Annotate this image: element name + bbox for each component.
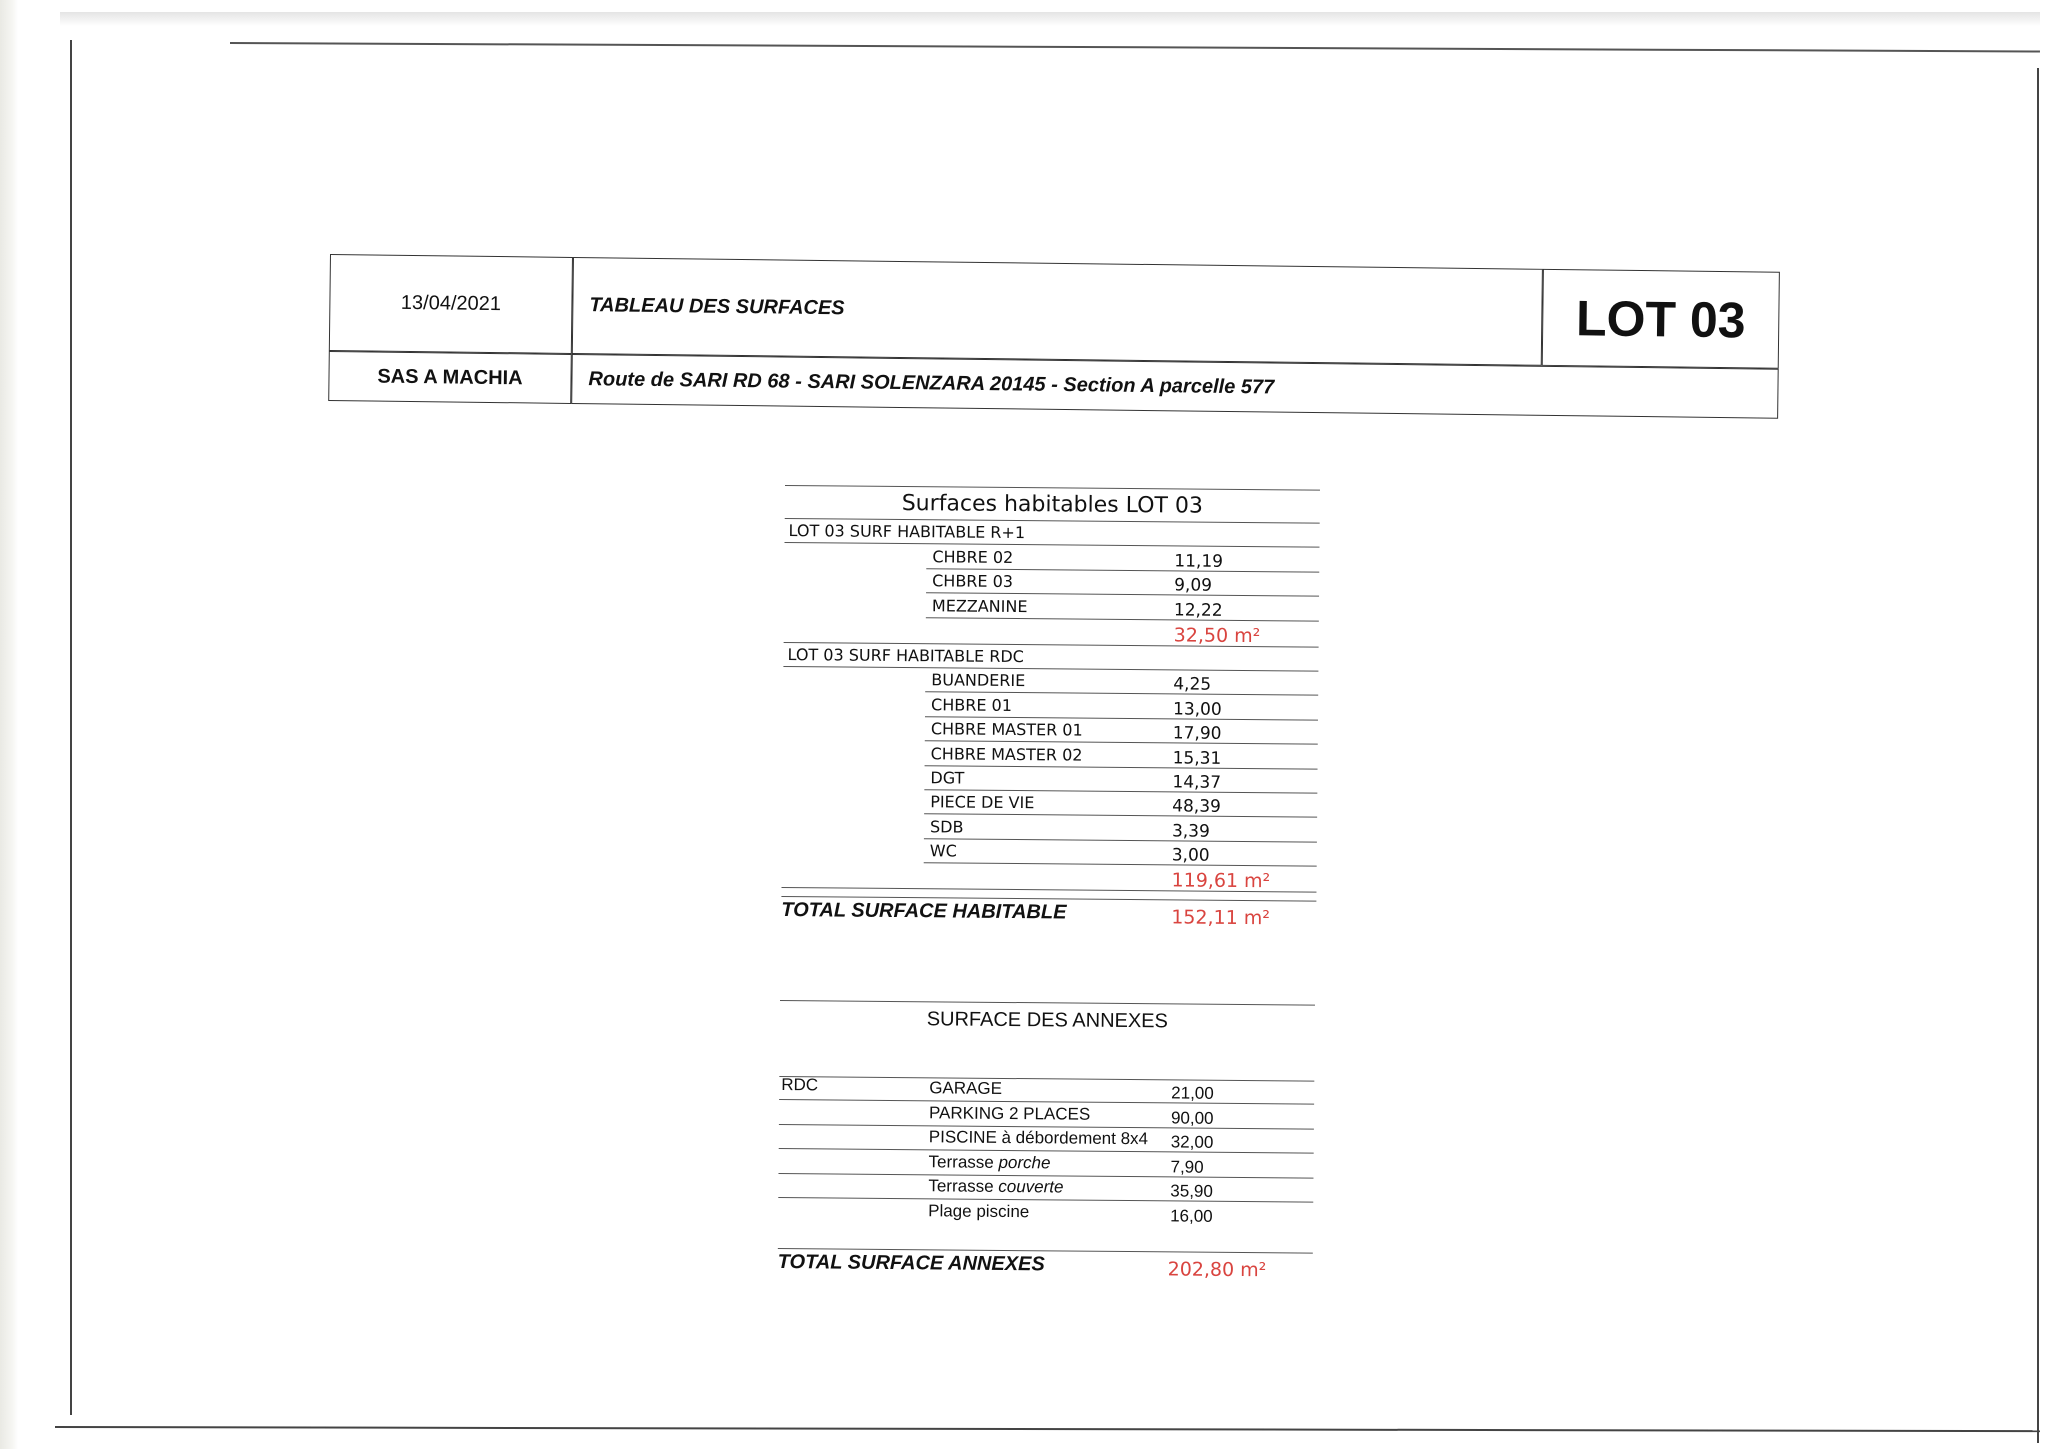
table-row: PISCINE à débordement 8x4 32,00 (779, 1125, 1314, 1154)
table-row: Terrasse porche 7,90 (778, 1149, 1313, 1178)
subtotal-value: 119,61 m² (1171, 869, 1271, 893)
company-name: SAS A MACHIA (328, 351, 572, 404)
table-row: CHBRE 01 13,00 (925, 693, 1318, 721)
group-header-r1: LOT 03 SURF HABITABLE R+1 (784, 519, 1319, 548)
total-habitable-value: 152,11 m² (1171, 906, 1270, 930)
table-row: CHBRE 02 11,19 (926, 545, 1319, 573)
total-annexes-row (778, 1248, 1313, 1290)
scan-top-shadow (60, 12, 2040, 26)
total-habitable-label: TOTAL SURFACE HABITABLE (781, 899, 1067, 924)
subtotal-value: 32,50 m² (1173, 623, 1261, 647)
table-row: SDB 3,39 (924, 815, 1317, 843)
table-row: Terrasse couverte 35,90 (778, 1174, 1313, 1203)
document-date: 13/04/2021 (329, 254, 573, 354)
subtotal-row (781, 862, 1316, 893)
lot-number: LOT 03 (1542, 269, 1780, 369)
table-row: CHBRE MASTER 01 17,90 (925, 717, 1318, 745)
table-title: Surfaces habitables LOT 03 (785, 485, 1320, 524)
table-row: PIECE DE VIE 48,39 (924, 790, 1317, 818)
annexes-group-label: RDC (781, 1075, 819, 1095)
page-frame-top (230, 42, 2040, 53)
scan-edge-shadow (0, 0, 18, 1449)
table-row: WC 3,00 (924, 839, 1317, 867)
habitable-surfaces-table (781, 485, 1320, 938)
annexes-table (778, 1000, 1315, 1290)
document-title: TABLEAU DES SURFACES (572, 257, 1543, 366)
group-header-rdc: LOT 03 SURF HABITABLE RDC (783, 643, 1318, 672)
table-row: MEZZANINE 12,22 (926, 593, 1319, 621)
annexes-title: SURFACE DES ANNEXES (926, 1008, 1169, 1033)
table-row: DGT 14,37 (924, 766, 1317, 794)
table-row: CHBRE 03 9,09 (926, 569, 1319, 597)
table-row: CHBRE MASTER 02 15,31 (925, 741, 1318, 769)
total-annexes-label: TOTAL SURFACE ANNEXES (777, 1251, 1045, 1276)
table-row: BUANDERIE 4,25 (925, 668, 1318, 696)
total-habitable-row (781, 896, 1316, 938)
table-row: Plage piscine 16,00 (928, 1201, 1213, 1227)
table-row: PARKING 2 PLACES 90,00 (779, 1100, 1314, 1129)
page-frame-bottom (55, 1426, 2040, 1432)
header-cartouche (328, 254, 1780, 422)
page-frame-left (70, 40, 72, 1415)
total-annexes-value: 202,80 m² (1167, 1258, 1267, 1282)
table-row: RDC GARAGE 21,00 (779, 1076, 1314, 1105)
page-frame-right (2037, 68, 2039, 1443)
property-address: Route de SARI RD 68 - SARI SOLENZARA 20145 - Section A parcelle 577 (571, 354, 1779, 419)
